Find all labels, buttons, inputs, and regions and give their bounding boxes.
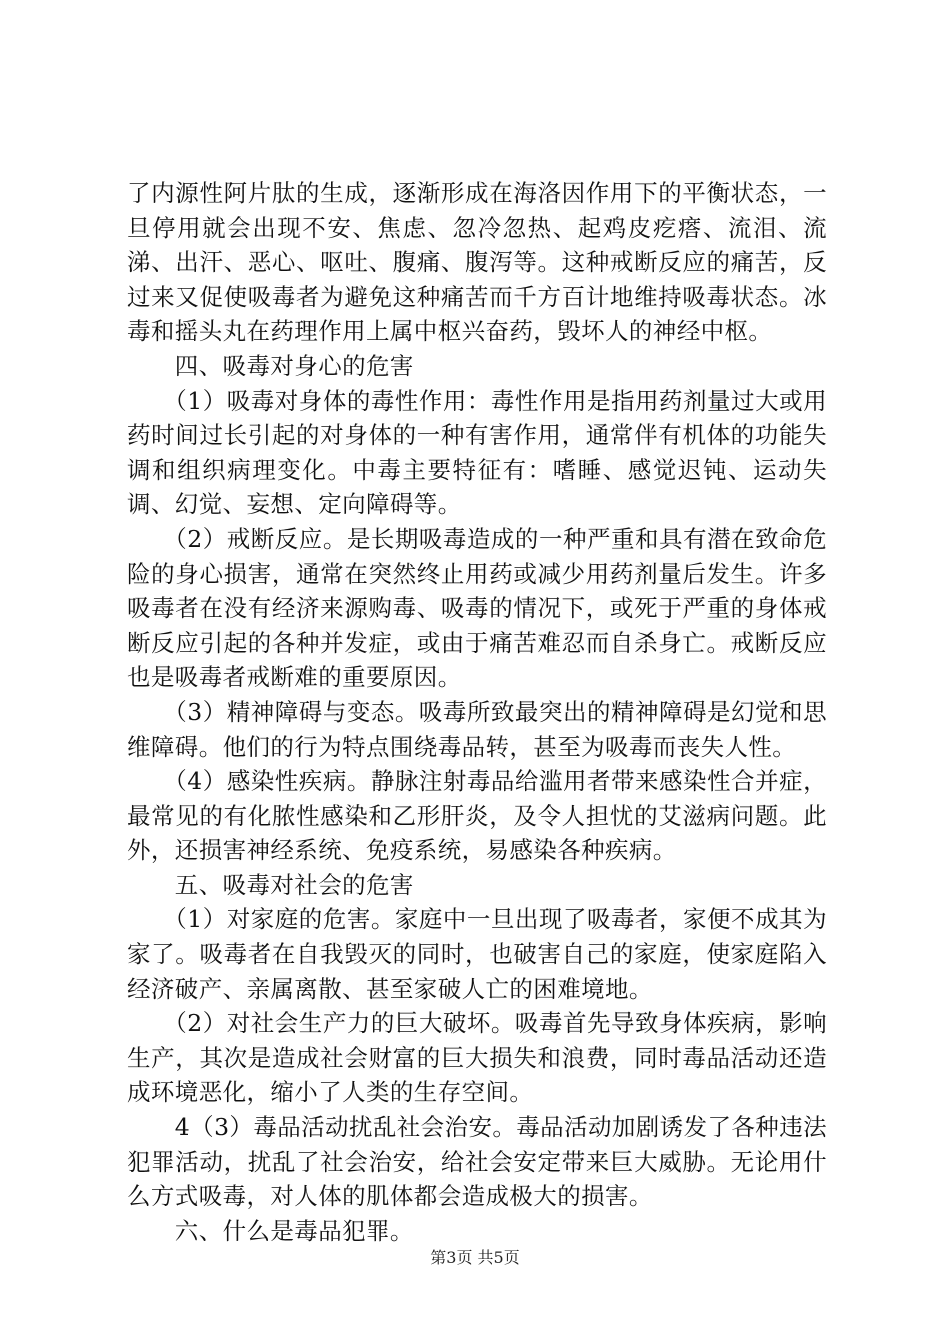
paragraph: （2）对社会生产力的巨大破坏。吸毒首先导致身体疾病，影响生产，其次是造成社会财富的巨大损失和浪费，同时毒品活动还造成环境恶化，缩小了人类的生存空间。 xyxy=(127,1009,827,1107)
section-heading: 六、什么是毒品犯罪。 xyxy=(127,1216,414,1245)
section-heading: 四、吸毒对身心的危害 xyxy=(127,351,414,380)
paragraph: （3）精神障碍与变态。吸毒所致最突出的精神障碍是幻觉和思维障碍。他们的行为特点围绕毒品转，甚至为吸毒而丧失人性。 xyxy=(127,697,827,761)
paragraph: （1）对家庭的危害。家庭中一旦出现了吸毒者，家便不成其为家了。吸毒者在自我毁灭的同时，也破害自己的家庭，使家庭陷入经济破产、亲属离散、甚至家破人亡的困难境地。 xyxy=(127,905,827,1003)
paragraph: 了内源性阿片肽的生成，逐渐形成在海洛因作用下的平衡状态，一旦停用就会出现不安、焦虑、忽冷忽热、起鸡皮疙瘩、流泪、流涕、出汗、恶心、呕吐、腹痛、腹泻等。这种戒断反应的痛苦，反过来又促使吸毒者为避免这种痛苦而千方百计地维持吸毒状态。冰毒和摇头丸在药理作用上属中枢兴奋药，毁坏人的神经中枢。 xyxy=(127,179,827,346)
paragraph: （1）吸毒对身体的毒性作用：毒性作用是指用药剂量过大或用药时间过长引起的对身体的一种有害作用，通常伴有机体的功能失调和组织病理变化。中毒主要特征有：嗜睡、感觉迟钝、运动失调、幻觉、妄想、定向障碍等。 xyxy=(127,386,827,519)
section-heading: 五、吸毒对社会的危害 xyxy=(127,870,414,899)
paragraph: （4）感染性疾病。静脉注射毒品给滥用者带来感染性合并症，最常见的有化脓性感染和乙形肝炎，及令人担忧的艾滋病问题。此外，还损害神经系统、免疫系统，易感染各种疾病。 xyxy=(127,767,827,865)
paragraph: 4（3）毒品活动扰乱社会治安。毒品活动加剧诱发了各种违法犯罪活动，扰乱了社会治安，给社会安定带来巨大威胁。无论用什么方式吸毒，对人体的肌体都会造成极大的损害。 xyxy=(127,1113,827,1211)
page-number-footer: 第3页 共5页 xyxy=(430,1248,520,1267)
paragraph: （2）戒断反应。是长期吸毒造成的一种严重和具有潜在致命危险的身心损害，通常在突然终止用药或减少用药剂量后发生。许多吸毒者在没有经济来源购毒、吸毒的情况下，或死于严重的身体戒断反应引起的各种并发症，或由于痛苦难忍而自杀身亡。戒断反应也是吸毒者戒断难的重要原因。 xyxy=(127,524,827,692)
document-body xyxy=(127,176,827,1248)
